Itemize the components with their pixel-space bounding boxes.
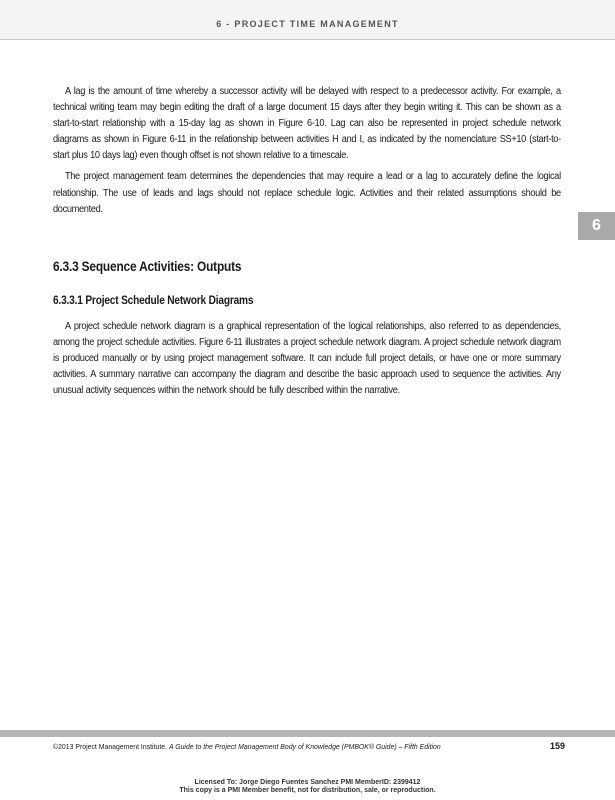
body-text-network (53, 319, 561, 399)
footer-book-title: A Guide to the Project Management Body of Knowledge (PMBOK® Guide) – Fifth Edition (168, 742, 441, 751)
paragraph-network-diagram: A project schedule network diagram is a graphical representation of the logical relationships, also referred to as dependencies, among the project schedule activities. Figure 6-11 illustrates a project schedule network diagram. A project schedule network diagram is produced manually or by using project management software. It can include full project details, or have one or more summary activities. A summary narrative can accompany the diagram and describe the basic approach used to sequence the activities. Any unusual activity sequences within the network should be fully described within the narrative. (53, 321, 561, 397)
chapter-tab: 6 (578, 212, 615, 240)
section-heading: 6.3.3 Sequence Activities: Outputs (53, 259, 242, 274)
subsection-heading: 6.3.3.1 Project Schedule Network Diagrams (53, 295, 254, 307)
paragraph-dependencies: The project management team determines the dependencies that may require a lead or a lag to accurately define the logical relationship. The use of leads and lags should not replace schedule logic. Activities and their related assumptions should be documented. (53, 171, 561, 215)
footer-copyright: ©2013 Project Management Institute. (53, 742, 168, 751)
body-text-intro (53, 84, 561, 218)
paragraph-lag: A lag is the amount of time whereby a successor activity will be delayed with respect to a predecessor activity. For example, a technical writing team may begin editing the draft of a large document 15 days after they begin writing it. This can be shown as a start-to-start relationship with a 15-day lag as shown in Figure 6-10. Lag can also be represented in project schedule network diagrams as shown in Figure 6-11 in the relationship between activities H and I, as indicated by the nomenclature SS+10 (start-to-start plus 10 days lag) even though offset is not shown relative to a timescale. (53, 86, 561, 162)
page-number: 159 (549, 741, 565, 751)
license-line-2: This copy is a PMI Member benefit, not for distribution, sale, or reproduction. (179, 787, 436, 794)
running-header-title: 6 - PROJECT TIME MANAGEMENT (216, 19, 399, 29)
footer-bar (0, 730, 615, 737)
footer-citation (53, 742, 441, 751)
license-line-1: Licensed To: Jorge Diego Fuentes Sanchez PMI MemberID: 2399412 (194, 779, 421, 786)
license-notice (0, 779, 615, 795)
header-divider (0, 39, 615, 40)
